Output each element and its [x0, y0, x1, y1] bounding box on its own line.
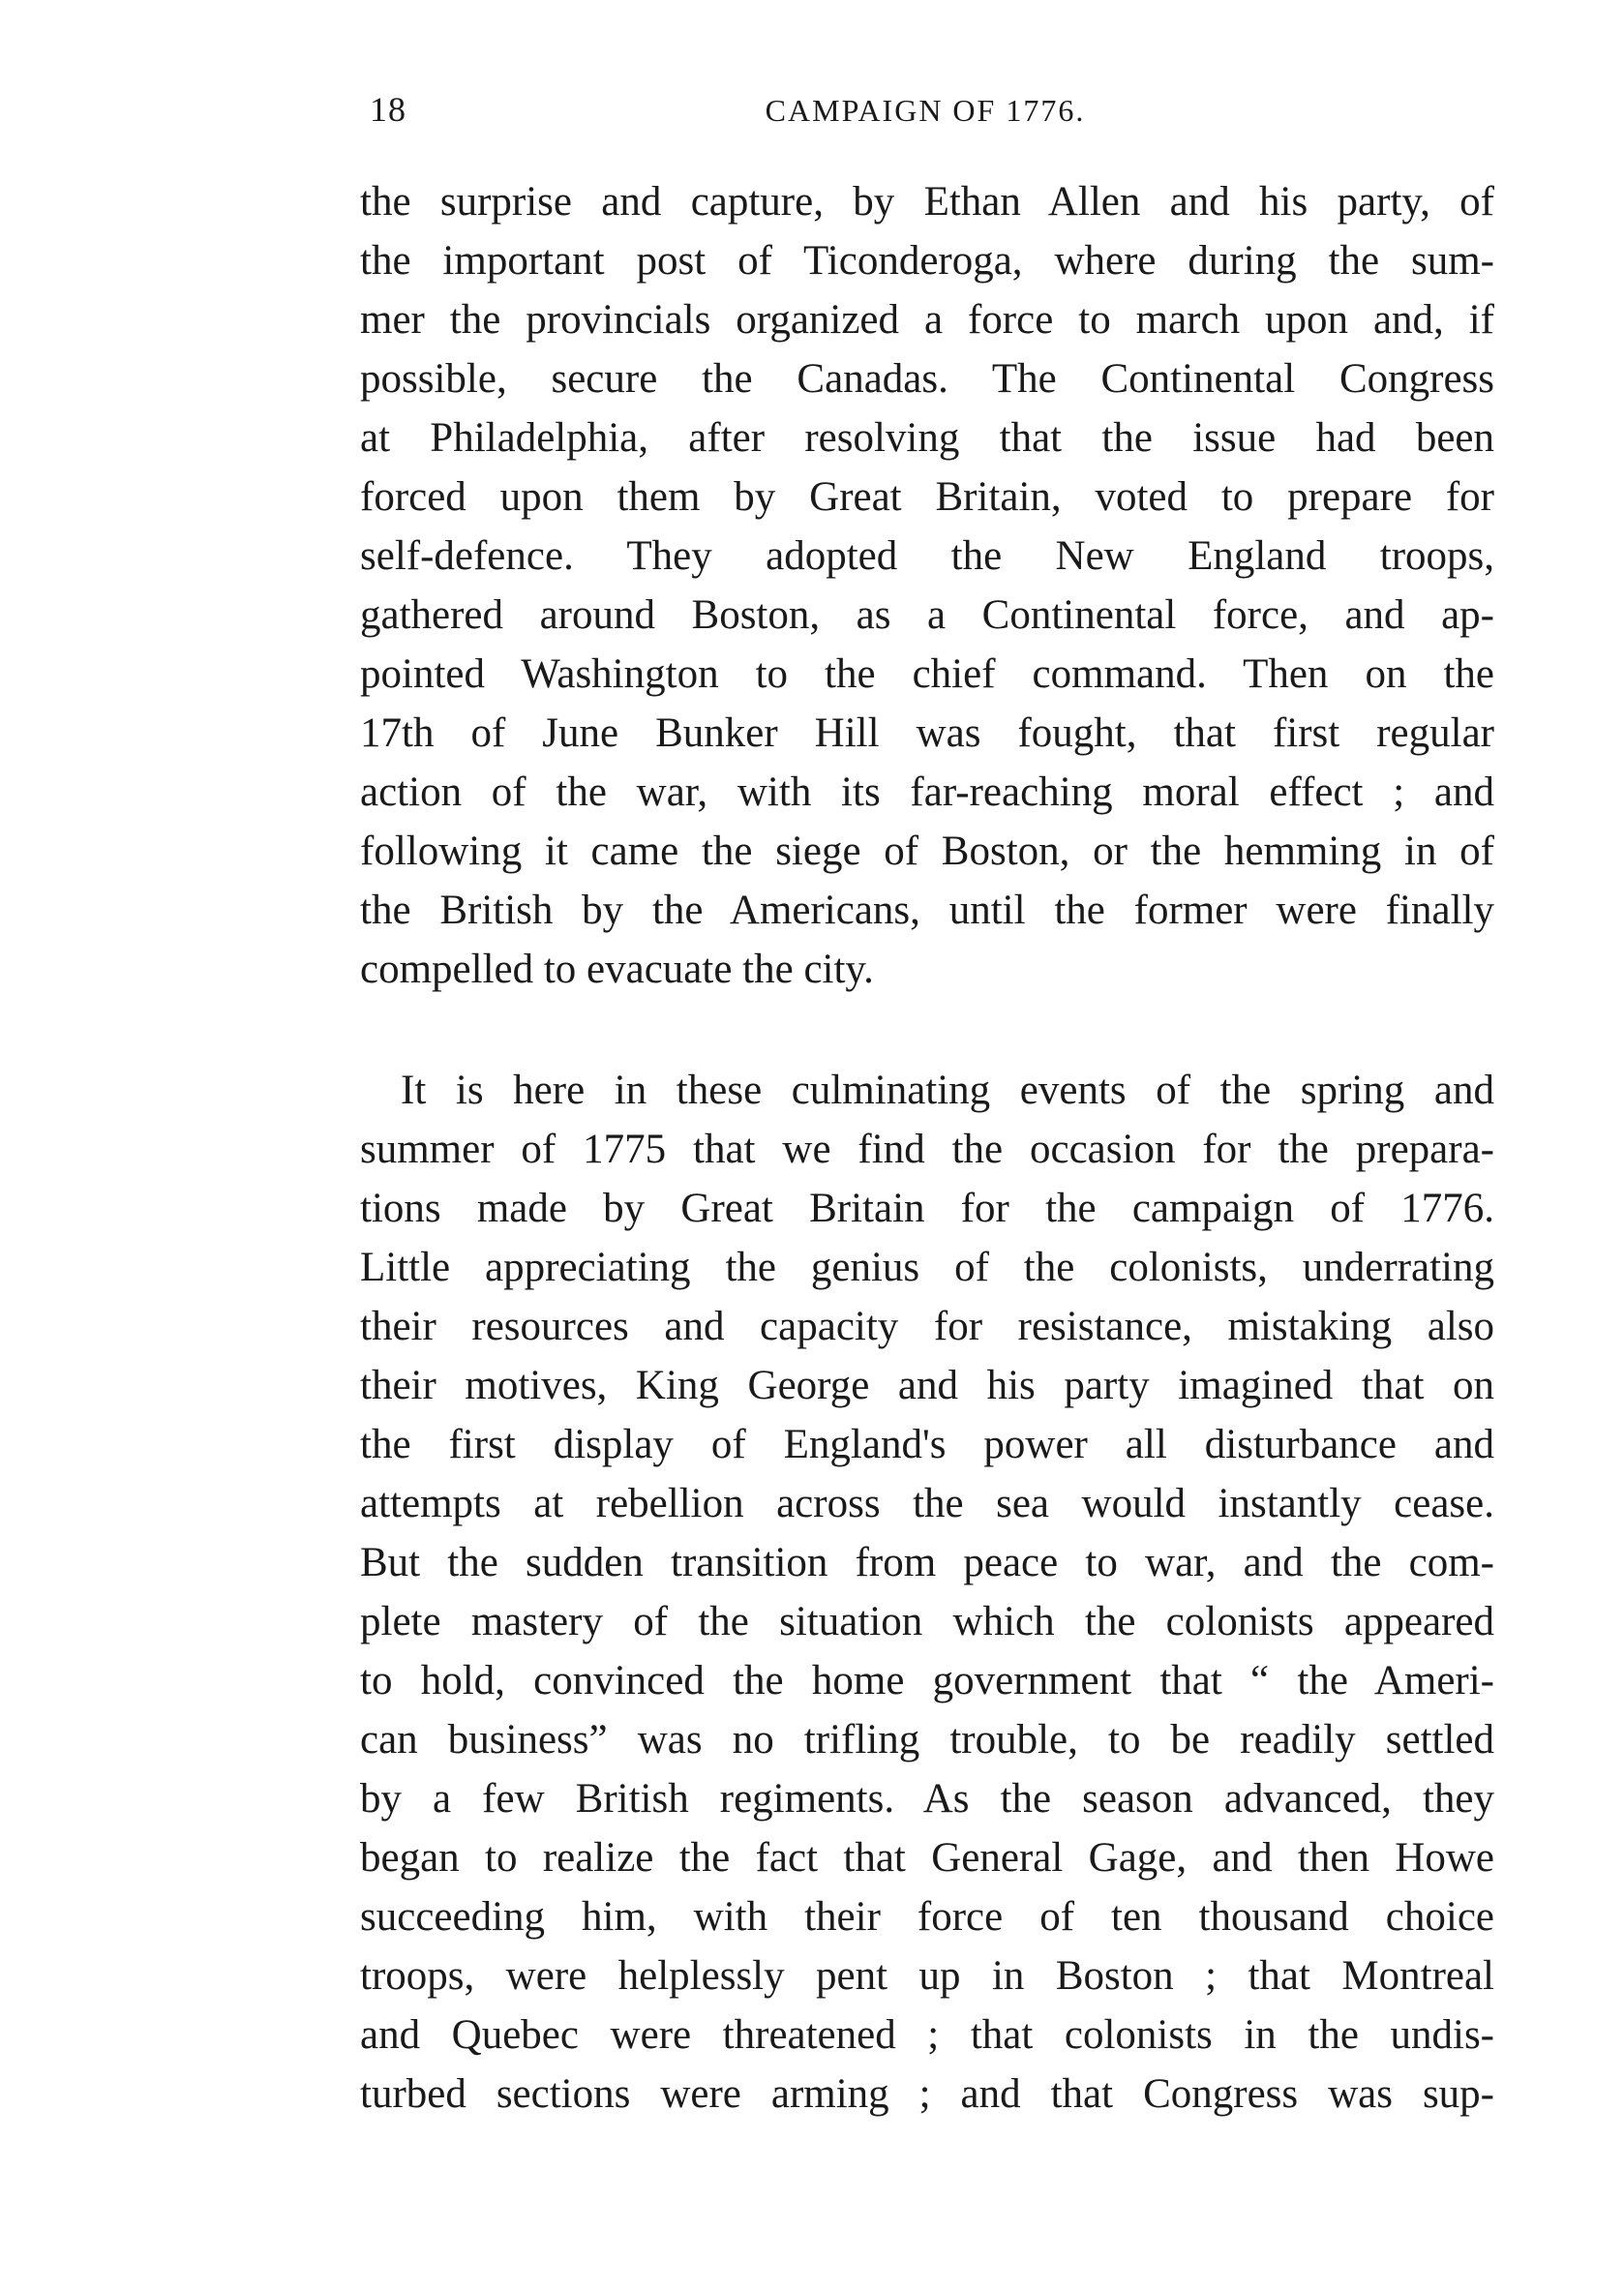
text-line: the surprise and capture, by Ethan Allen and his party, of — [360, 179, 1494, 225]
body-text — [360, 172, 1494, 2124]
text-line: tions made by Great Britain for the campaign of 1776. — [360, 1186, 1494, 1231]
text-line: mer the provincials organized a force to march upon and, if — [360, 297, 1494, 343]
text-line: their resources and capacity for resistance, mistaking also — [360, 1304, 1494, 1349]
text-line: 17th of June Bunker Hill was fought, that first regular — [360, 710, 1494, 756]
text-line: gathered around Boston, as a Continental force, and ap- — [360, 592, 1494, 638]
text-line: summer of 1775 that we find the occasion for the prepara- — [360, 1127, 1494, 1172]
text-line: compelled to evacuate the city. — [360, 947, 874, 992]
text-line: Little appreciating the genius of the colonists, underrating — [360, 1245, 1494, 1290]
text-line: possible, secure the Canadas. The Continental Congress — [360, 356, 1494, 402]
text-line: and Quebec were threatened ; that colonists in the undis- — [360, 2012, 1494, 2058]
text-line: at Philadelphia, after resolving that the issue had been — [360, 415, 1494, 461]
text-line: following it came the siege of Boston, or the hemming in of — [360, 829, 1494, 874]
text-line: turbed sections were arming ; and that Congress was sup- — [360, 2071, 1494, 2117]
text-line: the important post of Ticonderoga, where during the sum- — [360, 238, 1494, 284]
text-line: forced upon them by Great Britain, voted to prepare for — [360, 474, 1494, 520]
page-header — [360, 89, 1490, 147]
page-number: 18 — [370, 90, 406, 129]
text-line: troops, were helplessly pent up in Boston ; that Montreal — [360, 1953, 1494, 1999]
paragraph-2 — [360, 1061, 1494, 2124]
text-line: attempts at rebellion across the sea would instantly cease. — [360, 1481, 1494, 1526]
running-title: CAMPAIGN OF 1776. — [765, 93, 1086, 128]
text-line: succeeding him, with their force of ten thousand choice — [360, 1894, 1494, 1940]
text-line: to hold, convinced the home government that “ the Ameri- — [360, 1658, 1494, 1703]
paragraph-1 — [360, 172, 1494, 999]
text-line: But the sudden transition from peace to war, and the com- — [360, 1540, 1494, 1585]
paragraph-gap — [360, 999, 1494, 1061]
text-line: the British by the Americans, until the former were finally — [360, 888, 1494, 933]
text-line: can business” was no trifling trouble, to be readily settled — [360, 1717, 1494, 1763]
text-line: action of the war, with its far-reaching moral effect ; and — [360, 769, 1494, 815]
text-line: self-defence. They adopted the New England troops, — [360, 533, 1494, 579]
text-line: by a few British regiments. As the season advanced, they — [360, 1776, 1494, 1822]
text-line: began to realize the fact that General Gage, and then Howe — [360, 1835, 1494, 1881]
text-line: pointed Washington to the chief command. Then on the — [360, 651, 1494, 697]
text-line: the first display of England's power all disturbance and — [360, 1422, 1494, 1467]
text-line: plete mastery of the situation which the colonists appeared — [360, 1599, 1494, 1644]
text-line: It is here in these culminating events of the spring and — [401, 1068, 1494, 1113]
text-line: their motives, King George and his party imagined that on — [360, 1363, 1494, 1408]
